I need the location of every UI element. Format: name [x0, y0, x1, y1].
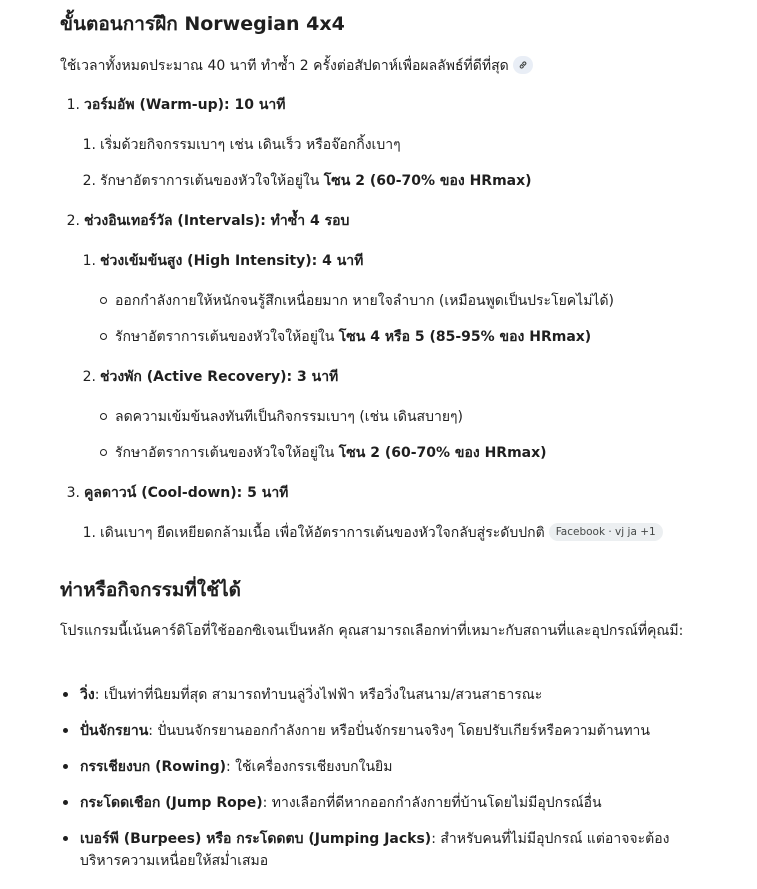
bullet-disc: [63, 764, 68, 769]
intro-paragraph: [60, 55, 533, 77]
step-3-item-1: 1. เดินเบาๆ ยืดเหยียดกล้ามเนื้อ เพื่อให้อัตราการเต้นของหัวใจกลับสู่ระดับปกติ Facebook · vj ja +1: [76, 522, 663, 544]
bullet-disc: [63, 728, 68, 733]
activity-item-2: ปั่นจักรยาน: ปั่นบนจักรยานออกกำลังกาย หรือปั่นจักรยานจริงๆ โดยปรับเกียร์หรือความต้านทาน: [80, 723, 650, 739]
page-title: ขั้นตอนการฝึก Norwegian 4x4: [60, 13, 345, 35]
section-2-intro: โปรแกรมนี้เน้นคาร์ดิโอที่ใช้ออกซิเจนเป็นหลัก คุณสามารถเลือกท่าที่เหมาะกับสถานที่และอุปกรณ์ที่คุณมี:: [60, 623, 684, 639]
bullet-circle: [100, 449, 107, 456]
step-1-item-2: 2. รักษาอัตราการเต้นของหัวใจให้อยู่ใน โซน 2 (60-70% ของ HRmax): [82, 173, 532, 189]
activity-item-1: วิ่ง: เป็นท่าที่นิยมที่สุด สามารถทำบนลู่วิ่งไฟฟ้า หรือวิ่งในสนาม/สวนสาธารณะ: [80, 687, 543, 703]
step-2-item-1-heading: 1. ช่วงเข้มข้นสูง (High Intensity): 4 นาที: [82, 253, 364, 269]
step-2-item-2-heading: 2. ช่วงพัก (Active Recovery): 3 นาที: [82, 369, 339, 385]
recovery-bullet-1: ลดความเข้มข้นลงทันทีเป็นกิจกรรมเบาๆ (เช่น เดินสบายๆ): [115, 409, 464, 425]
high-intensity-bullet-2: รักษาอัตราการเต้นของหัวใจให้อยู่ใน โซน 4 หรือ 5 (85-95% ของ HRmax): [115, 329, 592, 345]
recovery-bullet-2: รักษาอัตราการเต้นของหัวใจให้อยู่ใน โซน 2 (60-70% ของ HRmax): [115, 445, 547, 461]
bullet-disc: [63, 836, 68, 841]
high-intensity-bullet-1: ออกกำลังกายให้หนักจนรู้สึกเหนื่อยมาก หายใจลำบาก (เหมือนพูดเป็นประโยคไม่ได้): [115, 293, 615, 309]
step-1-item-1: 1. เริ่มด้วยกิจกรรมเบาๆ เช่น เดินเร็ว หรือจ๊อกกิ้งเบาๆ: [82, 137, 401, 153]
intro-text: ใช้เวลาทั้งหมดประมาณ 40 นาที ทำซ้ำ 2 ครั้งต่อสัปดาห์เพื่อผลลัพธ์ที่ดีที่สุด: [60, 58, 509, 74]
bullet-disc: [63, 692, 68, 697]
bullet-disc: [63, 800, 68, 805]
step-2-heading: 2. ช่วงอินเทอร์วัล (Intervals): ทำซ้ำ 4 รอบ: [66, 213, 350, 229]
source-chip[interactable]: Facebook · vj ja +1: [549, 523, 663, 541]
section-2-title: ท่าหรือกิจกรรมที่ใช้ได้: [60, 579, 242, 601]
activity-item-3: กรรเชียงบก (Rowing): ใช้เครื่องกรรเชียงบกในยิม: [80, 759, 393, 775]
bullet-circle: [100, 297, 107, 304]
bullet-circle: [100, 413, 107, 420]
activity-item-4: กระโดดเชือก (Jump Rope): ทางเลือกที่ดีหากออกกำลังกายที่บ้านโดยไม่มีอุปกรณ์อื่น: [80, 795, 602, 811]
bullet-circle: [100, 333, 107, 340]
step-3-heading: 3. คูลดาวน์ (Cool-down): 5 นาที: [66, 485, 289, 501]
link-icon[interactable]: [513, 56, 533, 74]
activity-item-5: เบอร์พี (Burpees) หรือ กระโดดตบ (Jumping Jacks): สำหรับคนที่ไม่มีอุปกรณ์ แต่อาจจะต้องบริหารความเหนื่อยให้สม่ำเสมอ: [80, 831, 670, 869]
step-1-heading: 1. วอร์มอัพ (Warm-up): 10 นาที: [66, 97, 286, 113]
